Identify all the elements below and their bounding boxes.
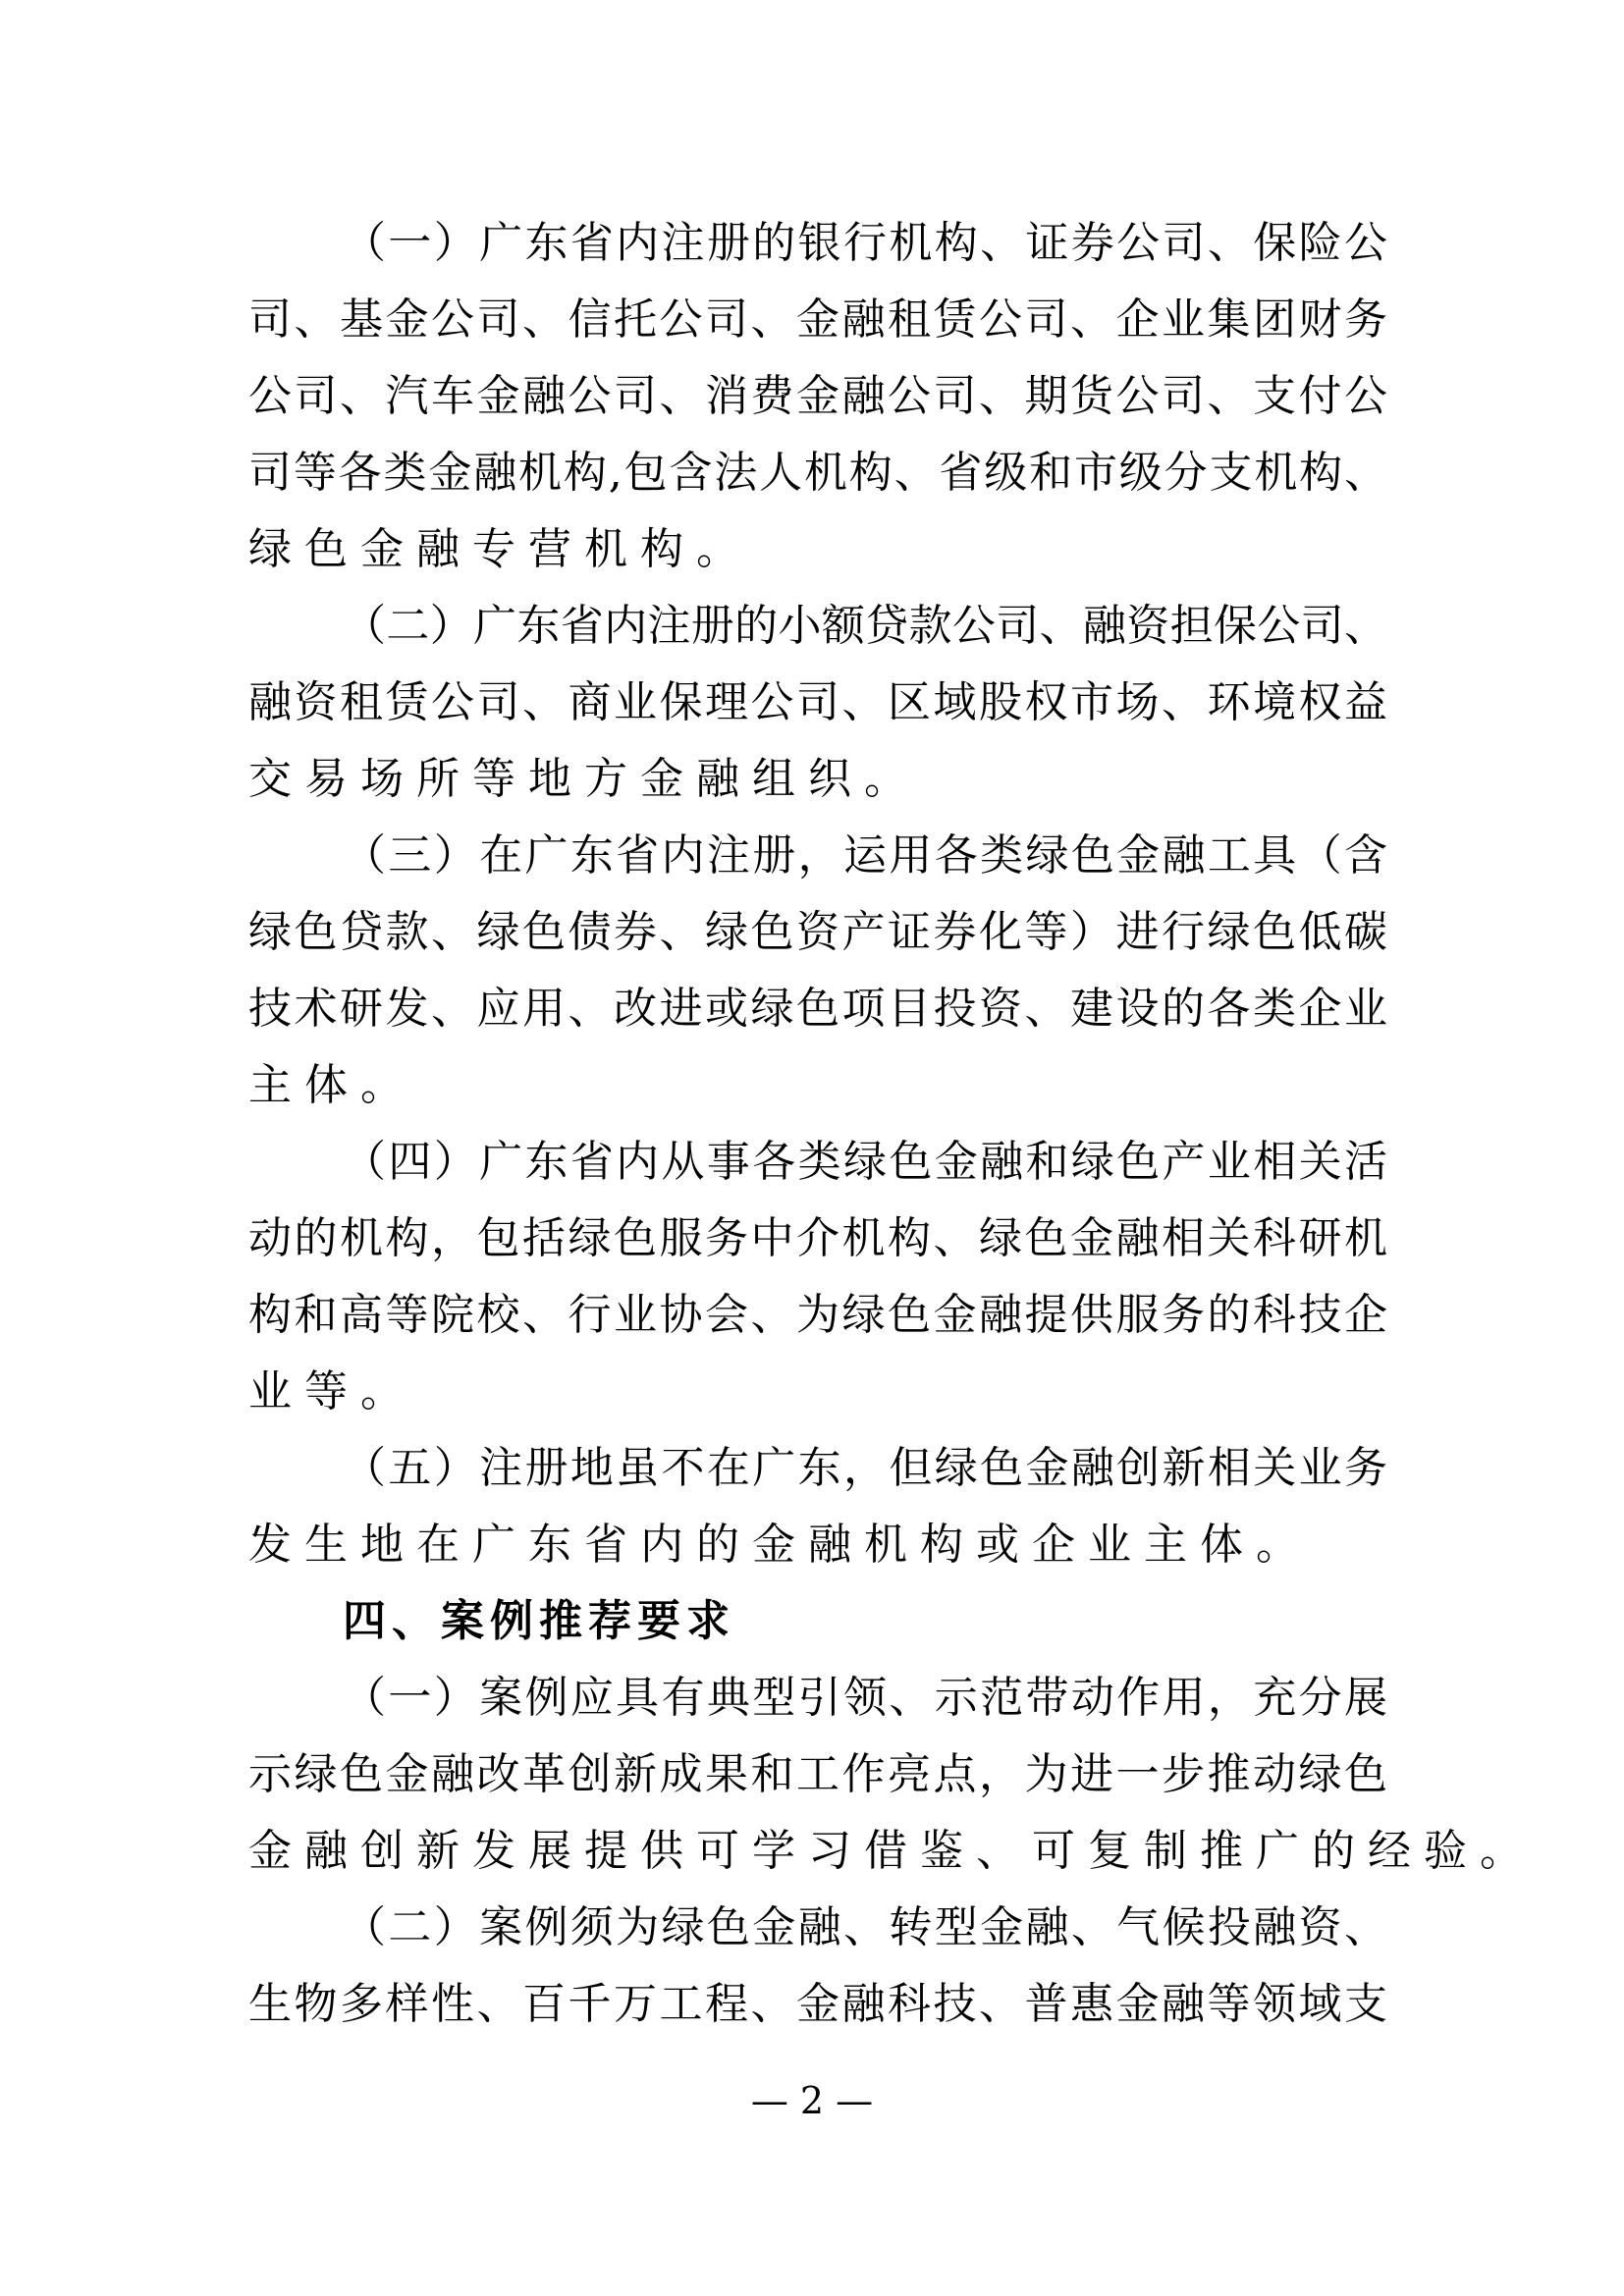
paragraph-line: 交易场所等地方金融组织。	[248, 754, 920, 804]
paragraph-line: 主体。	[248, 1060, 416, 1110]
paragraph-line: （一）广东省内注册的银行机构、证券公司、保险公	[343, 218, 1387, 268]
paragraph-line: 动的机构，包括绿色服务中介机构、绿色金融相关科研机	[248, 1213, 1387, 1263]
paragraph-line: 绿色金融专营机构。	[248, 524, 752, 574]
paragraph-line: 融资租赁公司、商业保理公司、区域股权市场、环境权益	[248, 677, 1387, 727]
paragraph-line: （四）广东省内从事各类绿色金融和绿色产业相关活	[343, 1137, 1387, 1187]
paragraph-line: （二）案例须为绿色金融、转型金融、气候投融资、	[343, 1902, 1387, 1952]
paragraph-line: 构和高等院校、行业协会、为绿色金融提供服务的科技企	[248, 1290, 1387, 1340]
paragraph-line: （一）案例应具有典型引领、示范带动作用，充分展	[343, 1673, 1387, 1723]
paragraph-line: 发生地在广东省内的金融机构或企业主体。	[248, 1520, 1312, 1570]
paragraph-line: （三）在广东省内注册，运用各类绿色金融工具（含	[343, 830, 1387, 881]
paragraph-line: 绿色贷款、绿色债券、绿色资产证券化等）进行绿色低碳	[248, 907, 1387, 957]
paragraph-line: 金融创新发展提供可学习借鉴、可复制推广的经验。	[248, 1826, 1536, 1876]
paragraph-line: 示绿色金融改革创新成果和工作亮点，为进一步推动绿色	[248, 1749, 1387, 1799]
paragraph-line: （二）广东省内注册的小额贷款公司、融资担保公司、	[343, 601, 1387, 651]
paragraph-line: 公司、汽车金融公司、消费金融公司、期货公司、支付公	[248, 371, 1387, 421]
page-number: — 2 —	[750, 2079, 874, 2122]
paragraph-line: 技术研发、应用、改进或绿色项目投资、建设的各类企业	[248, 984, 1387, 1034]
paragraph-line: （五）注册地虽不在广东，但绿色金融创新相关业务	[343, 1443, 1387, 1493]
paragraph-line: 司、基金公司、信托公司、金融租赁公司、企业集团财务	[248, 294, 1387, 345]
paragraph-line: 司等各类金融机构,包含法人机构、省级和市级分支机构、	[248, 448, 1387, 498]
section-heading: 四、案例推荐要求	[343, 1596, 735, 1646]
paragraph-line: 生物多样性、百千万工程、金融科技、普惠金融等领域支	[248, 1979, 1387, 2029]
paragraph-line: 业等。	[248, 1366, 416, 1416]
